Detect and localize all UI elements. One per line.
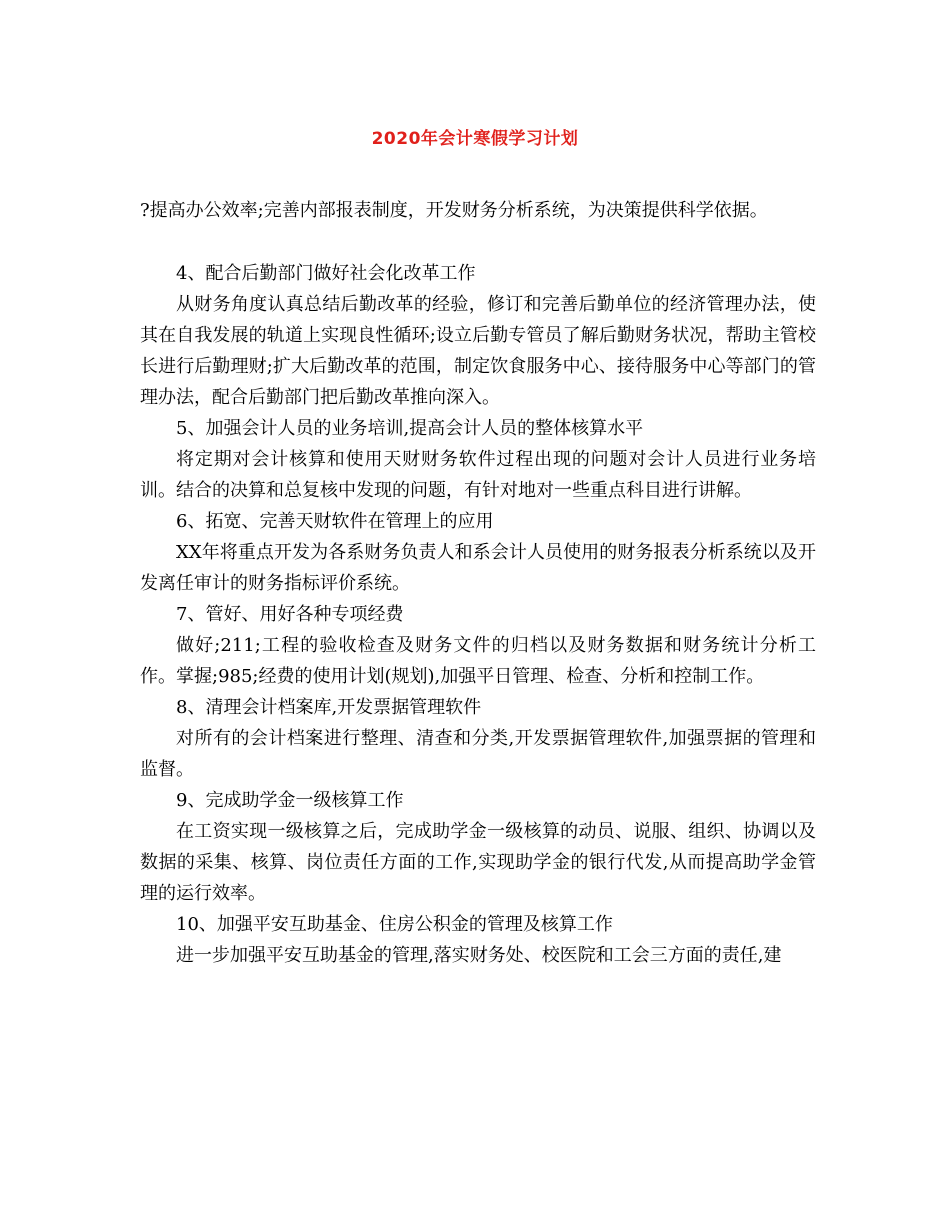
body-paragraph: XX年将重点开发为各系财务负责人和系会计人员使用的财务报表分析系统以及开发离任审计的财务指标评价系统。 [140,542,816,594]
body-paragraph: 做好;211;工程的验收检查及财务文件的归档以及财务数据和财务统计分析工作。掌握;985;经费的使用计划(规划),加强平日管理、检查、分析和控制工作。 [140,635,816,687]
body-paragraph: 从财务角度认真总结后勤改革的经验，修订和完善后勤单位的经济管理办法，使其在自我发展的轨道上实现良性循环;设立后勤专管员了解后勤财务状况，帮助主管校长进行后勤理财;扩大后勤改革的范围，制定饮食服务中心、接待服务中心等部门的管理办法，配合后勤部门把后勤改革推向深入。 [140,294,816,408]
section-heading-8: 8、清理会计档案库,开发票据管理软件 [176,697,482,718]
lead-paragraph: ?提高办公效率;完善内部报表制度，开发财务分析系统，为决策提供科学依据。 [140,200,768,221]
document-title: 2020年会计寒假学习计划 [371,129,579,149]
body-paragraph: 在工资实现一级核算之后，完成助学金一级核算的动员、说服、组织、协调以及数据的采集、核算、岗位责任方面的工作,实现助学金的银行代发,从而提高助学金管理的运行效率。 [140,821,816,904]
section-heading-7: 7、管好、用好各种专项经费 [176,604,404,625]
section-heading-4: 4、配合后勤部门做好社会化改革工作 [176,263,476,284]
section-heading-10: 10、加强平安互助基金、住房公积金的管理及核算工作 [176,914,613,935]
body-paragraph: 进一步加强平安互助基金的管理,落实财务处、校医院和工会三方面的责任,建 [176,945,782,966]
document-body [140,258,816,971]
body-paragraph: 对所有的会计档案进行整理、清查和分类,开发票据管理软件,加强票据的管理和监督。 [140,728,816,780]
section-heading-5: 5、加强会计人员的业务培训,提高会计人员的整体核算水平 [176,418,644,439]
body-paragraph: 将定期对会计核算和使用天财财务软件过程出现的问题对会计人员进行业务培训。结合的决算和总复核中发现的问题，有针对地对一些重点科目进行讲解。 [140,449,816,501]
section-heading-6: 6、拓宽、完善天财软件在管理上的应用 [176,511,494,532]
section-heading-9: 9、完成助学金一级核算工作 [176,790,404,811]
